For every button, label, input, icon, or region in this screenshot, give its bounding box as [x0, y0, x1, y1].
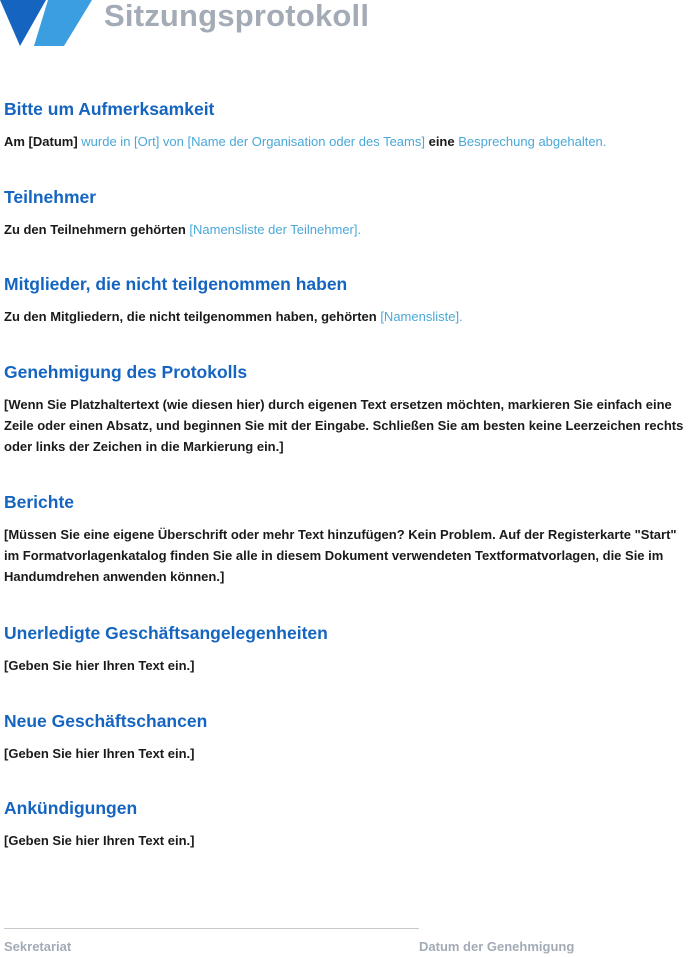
body-text: Zu den Mitgliedern, die nicht teilgenommen haben, gehörten	[4, 309, 381, 324]
section-heading: Ankündigungen	[4, 798, 138, 818]
logo-chevron-icon	[0, 0, 92, 50]
section-heading: Teilnehmer	[4, 187, 97, 207]
section-body: [Müssen Sie eine eigene Überschrift oder mehr Text hinzufügen? Kein Problem. Auf der Registerkarte "Start" im Formatvorlagenkatalog finden Sie alle in diesem Dokument verwendeten Textformatvorlagen, die Sie im Handumdrehen anwenden können.]	[4, 527, 677, 584]
section-new-opportunities	[4, 711, 691, 764]
section-heading: Mitglieder, die nicht teilgenommen haben	[4, 274, 348, 294]
section-announcements	[4, 798, 691, 851]
body-text: Am [Datum]	[4, 134, 82, 149]
placeholder-text: wurde in [Ort] von [Name der Organisation oder des Teams]	[81, 134, 429, 149]
placeholder-text: [Namensliste].	[380, 309, 463, 324]
section-heading: Neue Geschäftschancen	[4, 711, 208, 731]
section-attention	[4, 99, 691, 152]
section-heading: Bitte um Aufmerksamkeit	[4, 99, 215, 119]
section-approval	[4, 362, 691, 457]
approval-date-label: Datum der Genehmigung	[419, 939, 575, 954]
section-absent-members	[4, 274, 691, 327]
section-body: [Geben Sie hier Ihren Text ein.]	[4, 833, 195, 848]
document-title: Sitzungsprotokoll	[104, 0, 370, 33]
section-body: [Wenn Sie Platzhaltertext (wie diesen hier) durch eigenen Text ersetzen möchten, markieren Sie einfach eine Zeile oder einen Absatz, und beginnen Sie mit der Eingabe. Schließen Sie am besten keine Leerzeichen rechts oder links der Zeichen in die Markierung ein.]	[4, 397, 684, 454]
section-body: [Geben Sie hier Ihren Text ein.]	[4, 658, 195, 673]
section-body	[4, 219, 691, 240]
section-body	[4, 131, 691, 152]
section-participants	[4, 187, 691, 240]
section-reports	[4, 492, 691, 587]
body-text: Zu den Teilnehmern gehörten	[4, 222, 190, 237]
secretary-label: Sekretariat	[4, 939, 72, 954]
body-text: eine	[428, 134, 459, 149]
placeholder-text: [Namensliste der Teilnehmer].	[189, 222, 362, 237]
section-body	[4, 306, 691, 327]
section-heading: Berichte	[4, 492, 75, 512]
section-heading: Unerledigte Geschäftsangelegenheiten	[4, 623, 328, 643]
placeholder-text: Besprechung abgehalten.	[458, 134, 607, 149]
signature-line	[4, 928, 419, 929]
section-unfinished-business	[4, 623, 691, 676]
section-heading: Genehmigung des Protokolls	[4, 362, 248, 382]
section-body: [Geben Sie hier Ihren Text ein.]	[4, 746, 195, 761]
